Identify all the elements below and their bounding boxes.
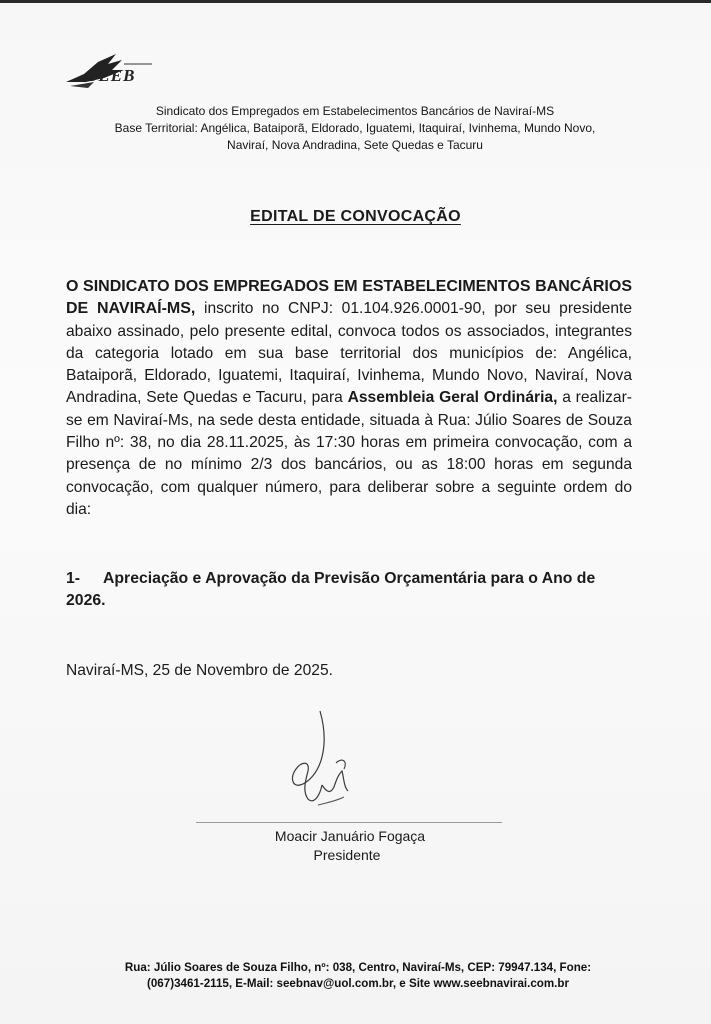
- handwritten-signature: [278, 705, 378, 815]
- signature-line: [196, 822, 502, 823]
- body-paragraph: [66, 276, 632, 521]
- letterhead-line: Base Territorial: Angélica, Bataiporã, Eldorado, Iguatemi, Itaquiraí, Ivinhema, Mundo Novo,: [114, 121, 596, 135]
- union-name: O SINDICATO DOS EMPREGADOS EM ESTABELECIMENTOS BANCÁRIOS DE NAVIRAÍ-MS,: [66, 278, 632, 318]
- assembly-name: Assembleia Geral Ordinária,: [347, 389, 558, 407]
- footer-address: [58, 960, 658, 992]
- letterhead: [70, 103, 640, 154]
- letterhead-line: Sindicato dos Empregados em Estabelecimentos Bancários de Naviraí-MS: [155, 104, 555, 118]
- top-border: [0, 0, 711, 3]
- agenda-item: [66, 568, 636, 612]
- signer-block: [250, 827, 450, 865]
- agenda-item-number: 1-: [66, 570, 81, 587]
- document-title: [0, 208, 711, 226]
- date-line: Naviraí-MS, 25 de Novembro de 2025.: [66, 662, 333, 679]
- body-text-part: a realizar-se em Naviraí-Ms, na sede desta entidade, situada à Rua: Júlio Soares de Souza Filho nº: 38, no dia 28.11.2025, às 17:30 horas em primeira convocação, com a presença de no mínimo 2/3 dos bancários, ou as 18:00 horas em segunda convocação, com qualquer número, para deliberar sobre a seguinte ordem do dia:: [66, 389, 632, 518]
- letterhead-line: Naviraí, Nova Andradina, Sete Quedas e Tacuru: [227, 138, 483, 152]
- body-text-part: inscrito no CNPJ: 01.104.926.0001-90, por seu presidente abaixo assinado, pelo presente edital, convoca todos os associados, integrantes da categoria lotado em sua base territorial dos municípios de: Angélica, Bataiporã, Eldorado, Iguatemi, Itaquiraí, Ivinhema, Mundo Novo, Naviraí, Nova Andradina, Sete Quedas e Tacuru, para: [66, 300, 632, 407]
- title-text: EDITAL DE CONVOCAÇÃO: [250, 208, 461, 225]
- logo-text: SEEB: [88, 66, 136, 85]
- footer-line: Rua: Júlio Soares de Souza Filho, nº: 038, Centro, Naviraí-Ms, CEP: 79947.134, Fone:: [124, 961, 592, 974]
- agenda-item-text: Apreciação e Aprovação da Previsão Orçamentária para o Ano de 2026.: [66, 570, 596, 609]
- signer-name: Moacir Januário Fogaça: [274, 828, 426, 844]
- footer-line: (067)3461-2115, E-Mail: seebnav@uol.com.br, e Site www.seebnavirai.com.br: [147, 977, 569, 990]
- signer-role: Presidente: [313, 847, 381, 863]
